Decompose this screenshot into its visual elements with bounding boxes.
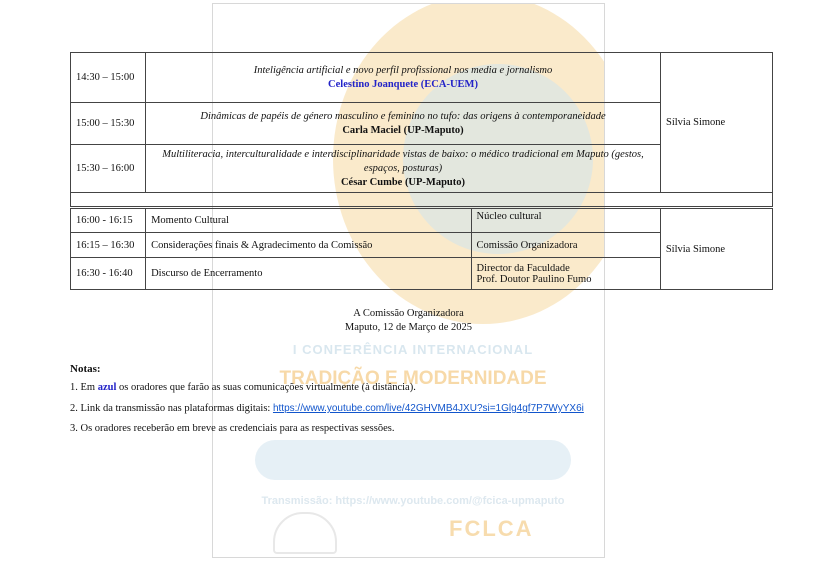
talk-cell	[146, 145, 661, 193]
responsible-cell	[471, 258, 660, 290]
moderator-cell: Sílvia Simone	[661, 53, 773, 193]
time-cell: 15:00 – 15:30	[71, 103, 146, 145]
closing-table	[70, 208, 773, 290]
speaker-name: César Cumbe (UP-Maputo)	[340, 176, 466, 188]
time-cell: 16:00 - 16:15	[71, 209, 146, 233]
talk-title: Dinâmicas de papéis de género masculino e feminino no tufo: das origens à contemporaneidade	[200, 110, 606, 122]
university-seal-icon	[273, 512, 337, 554]
watermark-text: Transmissão: https://www.youtube.com/@fcica-upmaputo	[261, 495, 565, 507]
document-date: Maputo, 12 de Março de 2025	[344, 322, 473, 333]
responsible-name: Prof. Doutor Paulino Fumo	[476, 273, 592, 285]
activity-cell: Discurso de Encerramento	[146, 258, 471, 290]
stream-link[interactable]: https://www.youtube.com/live/42GHVMB4JXU?si=1Glg4gf7P7WyYX6i	[272, 403, 584, 414]
highlight-word: azul	[97, 382, 117, 393]
responsible-title: Director da Faculdade	[476, 262, 570, 274]
note-text: 1. Em	[70, 382, 98, 393]
faculty-logo: FCLCA	[449, 516, 534, 541]
time-cell: 15:30 – 16:00	[71, 145, 146, 193]
note-text: os oradores que farão as suas comunicações virtualmente (à distância).	[116, 382, 416, 393]
table-row	[71, 53, 773, 103]
activity-cell: Considerações finais & Agradecimento da Comissão	[146, 233, 471, 258]
watermark-shape	[255, 440, 571, 480]
session-table	[70, 52, 773, 207]
responsible-cell: Núcleo cultural	[471, 209, 660, 233]
responsible-cell: Comissão Organizadora	[471, 233, 660, 258]
signoff-block	[212, 307, 605, 335]
note-2	[70, 403, 584, 414]
spacer-row	[71, 193, 773, 207]
talk-cell	[146, 53, 661, 103]
talk-cell	[146, 103, 661, 145]
notes-heading: Notas:	[70, 363, 101, 375]
time-cell: 16:15 – 16:30	[71, 233, 146, 258]
note-3: 3. Os oradores receberão em breve as credenciais para as respectivas sessões.	[70, 423, 395, 434]
speaker-name: Celestino Joanquete (ECA-UEM)	[328, 78, 478, 90]
table-row	[71, 209, 773, 233]
time-cell: 16:30 - 16:40	[71, 258, 146, 290]
speaker-name: Carla Maciel (UP-Maputo)	[342, 124, 464, 136]
talk-title: Multiliteracia, interculturalidade e interdisciplinaridade vistas de baixo: o médico tradicional em Maputo (gestos, espaços, posturas)	[162, 148, 644, 174]
note-text: 2. Link da transmissão nas plataformas digitais:	[70, 403, 273, 414]
time-cell: 14:30 – 15:00	[71, 53, 146, 103]
moderator-cell: Sílvia Simone	[660, 209, 772, 290]
spacer-cell	[71, 193, 773, 207]
note-1	[70, 382, 416, 393]
watermark-text: TRADIÇÃO E MODERNIDADE	[279, 368, 547, 389]
talk-title: Inteligência artificial e novo perfil profissional nos media e jornalismo	[253, 64, 553, 76]
committee-signature: A Comissão Organizadora	[353, 308, 464, 319]
watermark-text: I CONFERÊNCIA INTERNACIONAL	[292, 342, 534, 357]
activity-cell: Momento Cultural	[146, 209, 471, 233]
